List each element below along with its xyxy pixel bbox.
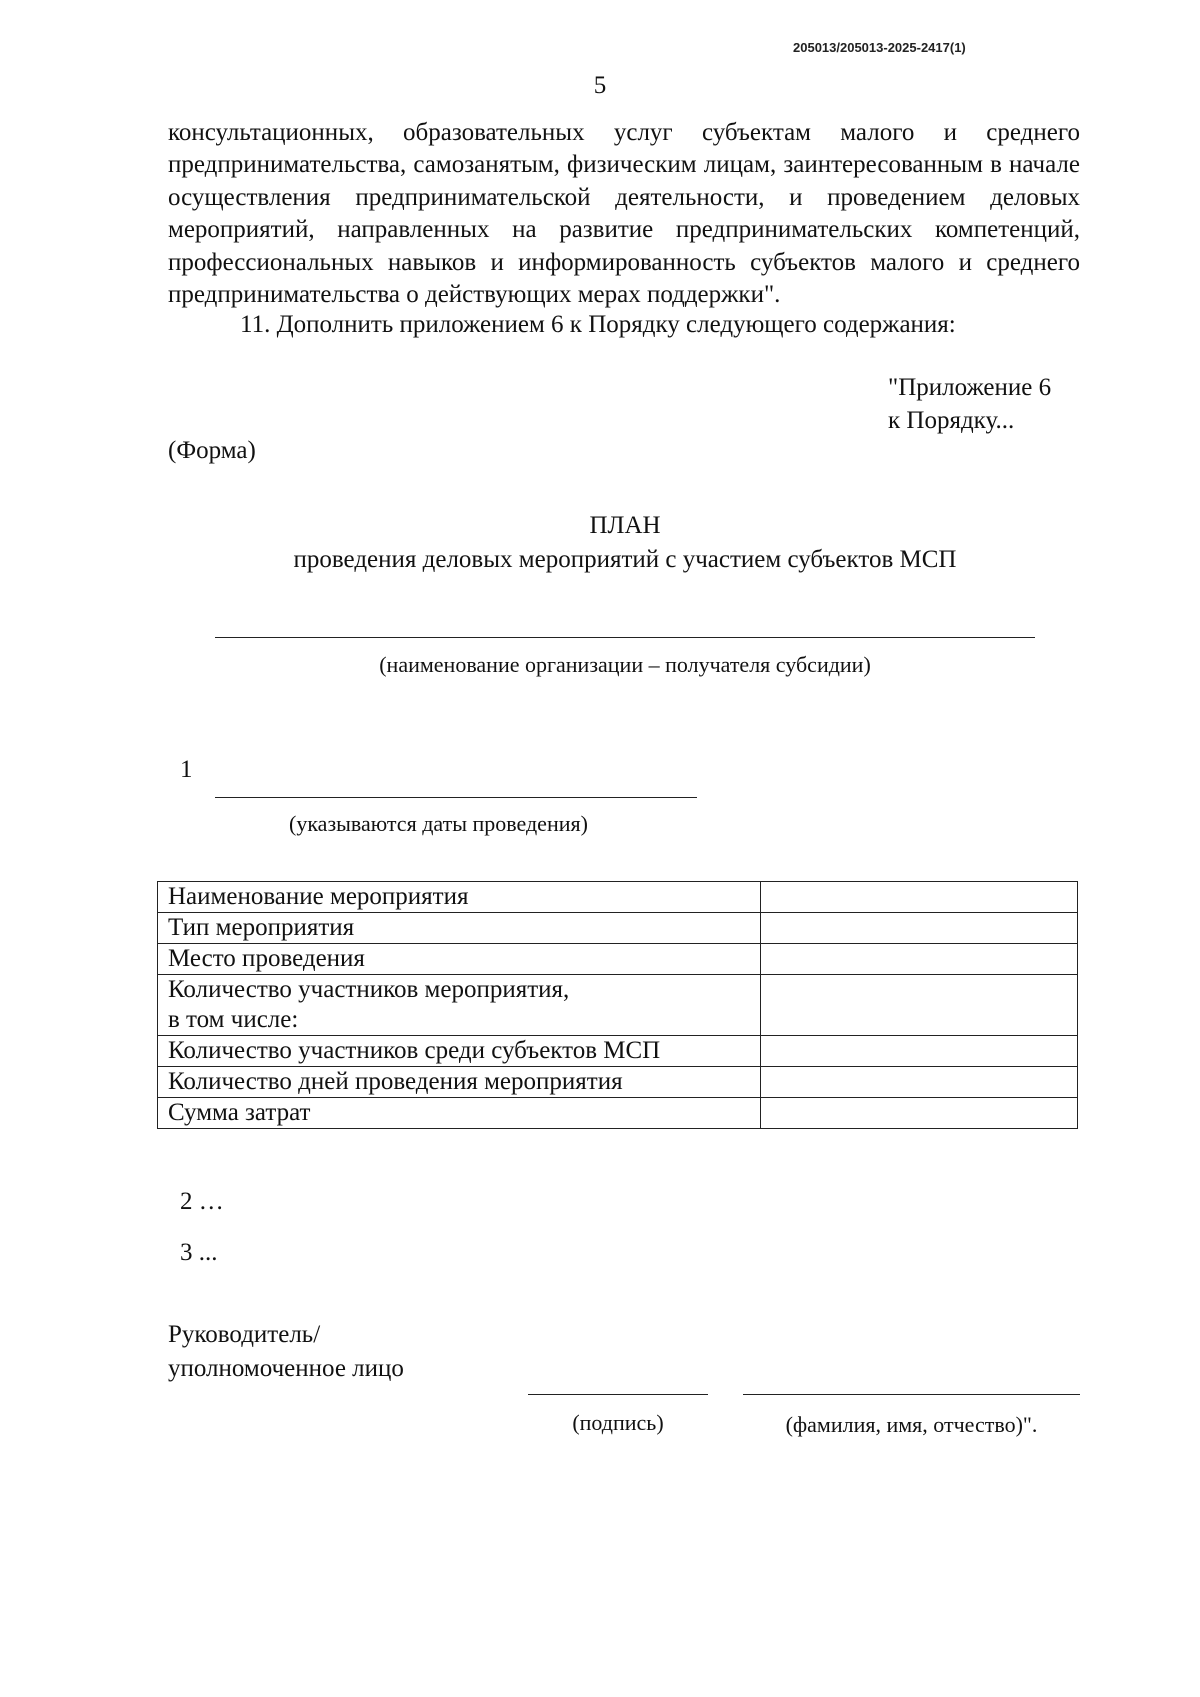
full-name-caption: (фамилия, имя, отчество)".: [785, 1412, 1038, 1437]
table-row: [158, 944, 1078, 975]
event-dates-blank-line: [215, 797, 697, 798]
row-label-line-2: в том числе:: [168, 1006, 299, 1033]
row-label: Тип мероприятия: [158, 913, 761, 944]
table-row: [158, 882, 1078, 913]
row-value: [761, 975, 1078, 1036]
document-id: 205013/205013-2025-2417(1): [793, 40, 966, 55]
table-row: [158, 975, 1078, 1036]
row-label: Количество дней проведения мероприятия: [158, 1067, 761, 1098]
plan-subtitle: проведения деловых мероприятий с участием субъектов МСП: [293, 546, 957, 573]
row-value: [761, 882, 1078, 913]
organization-blank-line: [215, 637, 1035, 638]
event-1-number: 1: [180, 756, 193, 783]
row-label: Количество участников среди субъектов МСП: [158, 1036, 761, 1067]
event-details-table: [157, 881, 1078, 1129]
table-row: [158, 913, 1078, 944]
table-row: [158, 1098, 1078, 1129]
row-value: [761, 944, 1078, 975]
body-paragraph: консультационных, образовательных услуг субъектам малого и среднего предпринимательства, самозанятым, физическим лицам, заинтересованным в начале осуществления предпринимательской деятельности, и проведением деловых мероприятий, направленных на развитие предпринимательских компетенций, профессиональных навыков и информированность субъектов малого и среднего предпринимательства о действующих мерах поддержки".: [168, 119, 1080, 309]
row-label: Место проведения: [158, 944, 761, 975]
signature-caption: (подпись): [572, 1410, 664, 1435]
signer-line-1: Руководитель/: [168, 1321, 321, 1348]
row-label: Сумма затрат: [158, 1098, 761, 1129]
row-value: [761, 1036, 1078, 1067]
page-number: 5: [593, 72, 607, 99]
appendix-line-2: к Порядку...: [888, 407, 1015, 434]
row-label: Количество участников мероприятия,: [168, 976, 570, 1003]
event-2-number: 2 …: [180, 1188, 224, 1215]
row-value: [761, 1067, 1078, 1098]
appendix-line-1: "Приложение 6: [888, 374, 1052, 401]
full-name-blank-line: [743, 1394, 1080, 1395]
row-label: Наименование мероприятия: [158, 882, 761, 913]
plan-title: ПЛАН: [589, 512, 661, 539]
row-label-multiline: [158, 975, 761, 1036]
table-row: [158, 1067, 1078, 1098]
table-row: [158, 1036, 1078, 1067]
organization-caption: (наименование организации – получателя субсидии): [379, 652, 871, 677]
appendix-reference: [888, 371, 1051, 437]
event-3-number: 3 ...: [180, 1239, 218, 1266]
item-11: 11. Дополнить приложением 6 к Порядку следующего содержания:: [240, 311, 956, 338]
signature-blank-line: [528, 1394, 708, 1395]
row-value: [761, 1098, 1078, 1129]
signer-line-2: уполномоченное лицо: [168, 1355, 404, 1382]
event-dates-caption: (указываются даты проведения): [289, 811, 588, 836]
form-label: (Форма): [168, 437, 256, 464]
signer-title: [168, 1318, 404, 1386]
row-value: [761, 913, 1078, 944]
